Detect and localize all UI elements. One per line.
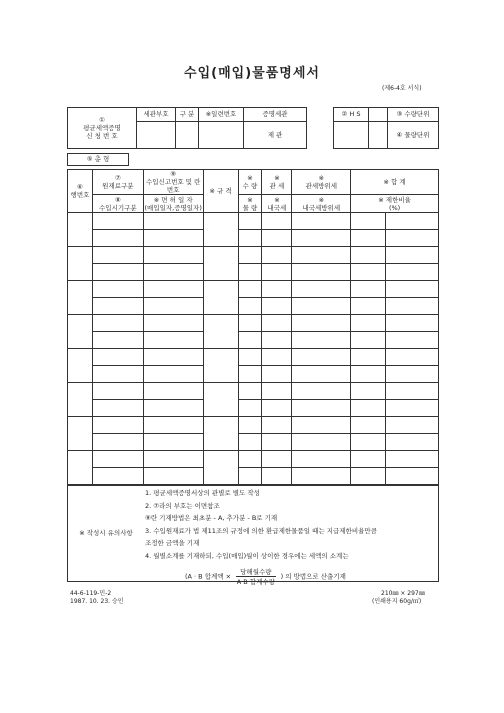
customs-code-header: 세관부호 (137, 108, 176, 122)
table-cell[interactable] (143, 332, 203, 349)
table-cell[interactable] (386, 434, 439, 451)
note-line-4: 3. 수입원재료가 법 제11조의 규정에 의한 환급제한물품일 때는 지급제한비율만큼 (145, 526, 377, 535)
table-cell[interactable] (292, 247, 351, 264)
table-cell[interactable] (143, 298, 203, 315)
table-cell[interactable] (351, 417, 386, 434)
spec-header: ※ 규 격 (203, 170, 238, 213)
table-cell[interactable] (68, 383, 93, 417)
table-cell[interactable] (238, 264, 262, 281)
table-cell[interactable] (68, 349, 93, 383)
table-cell[interactable] (386, 264, 439, 281)
table-cell[interactable] (238, 349, 262, 366)
table-cell[interactable] (351, 468, 386, 485)
table-cell[interactable] (351, 349, 386, 366)
table-cell[interactable] (92, 451, 143, 468)
table-cell[interactable] (386, 281, 439, 298)
items-table (67, 169, 439, 485)
table-cell[interactable] (143, 281, 203, 298)
table-cell[interactable] (292, 298, 351, 315)
table-cell[interactable] (351, 264, 386, 281)
table-cell[interactable] (143, 366, 203, 383)
table-row (68, 349, 439, 366)
table-cell[interactable] (92, 349, 143, 366)
footer-paper-weight: (인쇄용지 60g/㎡) (372, 598, 422, 605)
table-cell[interactable] (68, 417, 93, 451)
table-cell[interactable] (386, 383, 439, 400)
table-cell[interactable] (238, 400, 262, 417)
cert-office-header: 증명세관 (244, 108, 307, 122)
table-cell[interactable] (262, 247, 292, 264)
qty-unit-label: ③ 수량단위 (388, 108, 439, 122)
table-cell[interactable] (262, 383, 292, 400)
note-line-1: 1. 평균세액증명서상의 관별로 별도 작성 (145, 489, 260, 497)
table-cell[interactable] (386, 247, 439, 264)
table-cell[interactable] (351, 298, 386, 315)
table-cell[interactable] (143, 383, 203, 400)
table-cell[interactable] (262, 281, 292, 298)
hs-field-2[interactable] (334, 122, 369, 149)
table-cell[interactable] (351, 332, 386, 349)
table-cell[interactable] (351, 434, 386, 451)
tariff-header: ※ 관 세 (262, 170, 292, 195)
table-row (68, 332, 439, 349)
table-cell[interactable] (143, 315, 203, 332)
formula-denominator: A·B 합계수량 (236, 578, 275, 586)
division-header: 구 분 (176, 108, 199, 122)
table-cell[interactable] (92, 434, 143, 451)
material-type-header: ⑦ 원재료구분 (92, 170, 143, 195)
applicant-number-label: ① 평균세액증명 신 청 번 호 (68, 108, 137, 149)
hs-field-3[interactable] (369, 122, 388, 149)
table-cell[interactable] (292, 315, 351, 332)
table-cell[interactable] (143, 417, 203, 434)
table-cell[interactable] (262, 451, 292, 468)
table-cell[interactable] (92, 332, 143, 349)
table-cell[interactable] (351, 383, 386, 400)
table-cell[interactable] (203, 213, 238, 247)
table-cell[interactable] (238, 230, 262, 247)
table-cell[interactable] (143, 264, 203, 281)
table-cell[interactable] (351, 281, 386, 298)
table-cell[interactable] (238, 315, 262, 332)
table-cell[interactable] (92, 264, 143, 281)
import-period-header: ⑧ 수입시기구분 (92, 195, 143, 213)
table-cell[interactable] (92, 281, 143, 298)
table-cell[interactable] (238, 468, 262, 485)
table-cell[interactable] (262, 366, 292, 383)
table-cell[interactable] (203, 451, 238, 485)
table-cell[interactable] (262, 315, 292, 332)
table-cell[interactable] (386, 400, 439, 417)
table-cell[interactable] (238, 417, 262, 434)
domestic-tax-header: ※ 내국세 (262, 195, 292, 213)
table-cell[interactable] (238, 281, 262, 298)
license-date-header: ※ 면 허 일 자 (매입일자,증명일자) (144, 195, 202, 212)
table-row (68, 417, 439, 434)
formula: (A · B 합계액 × $\frac{\text{당해월수량}}{\text{A·B 합계수량}}$ ) 의 방법으로 산출기재 (185, 568, 346, 586)
form-code: (제6-4호 서식) (382, 85, 422, 92)
table-cell[interactable] (143, 247, 203, 264)
table-cell[interactable] (92, 315, 143, 332)
table-cell[interactable] (386, 298, 439, 315)
table-cell[interactable] (386, 417, 439, 434)
table-cell[interactable] (386, 213, 439, 230)
table-cell[interactable] (292, 400, 351, 417)
table-row (68, 451, 439, 468)
table-cell[interactable] (351, 400, 386, 417)
table-cell[interactable] (386, 451, 439, 468)
note-line-6: 4. 월별소계를 기재하되, 수입(매입)월이 상이한 경우에는 세액의 소계는 (145, 551, 349, 560)
table-cell[interactable] (203, 315, 238, 349)
table-cell[interactable] (143, 213, 203, 230)
table-cell[interactable] (238, 383, 262, 400)
table-cell[interactable] (238, 298, 262, 315)
table-cell[interactable] (262, 332, 292, 349)
table-cell[interactable] (292, 451, 351, 468)
applicant-table (67, 107, 307, 149)
hs-label: ② H S (334, 108, 369, 122)
table-cell[interactable] (262, 434, 292, 451)
table-row (68, 247, 439, 264)
customs-code-field[interactable] (137, 122, 176, 149)
table-cell[interactable] (92, 468, 143, 485)
table-row (68, 281, 439, 298)
hs-table (333, 107, 439, 149)
table-cell[interactable] (203, 417, 238, 451)
table-row (68, 468, 439, 485)
footer-approval: 1987. 10. 23. 승인 (70, 598, 124, 605)
table-cell[interactable] (203, 281, 238, 315)
table-cell[interactable] (92, 298, 143, 315)
hs-field[interactable] (369, 108, 388, 122)
table-cell[interactable] (203, 349, 238, 383)
customs-defense-tax-header: ※ 관세방위세 (292, 170, 351, 195)
table-row (68, 383, 439, 400)
table-cell[interactable] (143, 468, 203, 485)
table-cell[interactable] (68, 247, 93, 281)
table-cell[interactable] (292, 281, 351, 298)
table-cell[interactable] (262, 264, 292, 281)
table-row (68, 230, 439, 247)
table-cell[interactable] (262, 230, 292, 247)
table-cell[interactable] (203, 383, 238, 417)
table-row (68, 298, 439, 315)
table-cell[interactable] (386, 468, 439, 485)
table-cell[interactable] (262, 349, 292, 366)
total-label: ⑤ 총 형 (68, 154, 129, 166)
table-cell[interactable] (238, 434, 262, 451)
table-cell[interactable] (92, 400, 143, 417)
table-row (68, 264, 439, 281)
table-cell[interactable] (386, 315, 439, 332)
table-cell[interactable] (68, 315, 93, 349)
total-box (67, 153, 129, 166)
table-cell[interactable] (143, 451, 203, 468)
table-cell[interactable] (238, 247, 262, 264)
table-cell[interactable] (143, 400, 203, 417)
note-line-2: 2. ⑦라의 부호는 이면참조 (145, 501, 220, 510)
table-cell[interactable] (386, 349, 439, 366)
table-cell[interactable] (386, 366, 439, 383)
table-cell[interactable] (238, 332, 262, 349)
table-cell[interactable] (143, 434, 203, 451)
table-cell[interactable] (92, 366, 143, 383)
table-cell[interactable] (351, 366, 386, 383)
table-cell[interactable] (262, 417, 292, 434)
table-cell[interactable] (143, 349, 203, 366)
table-cell[interactable] (351, 230, 386, 247)
system-label: 제 관 (244, 122, 307, 149)
division-field[interactable] (176, 122, 199, 149)
domestic-defense-tax-header: ※ 내국세방위세 (292, 195, 351, 213)
table-cell[interactable] (92, 247, 143, 264)
table-cell[interactable] (238, 213, 262, 230)
table-cell[interactable] (351, 451, 386, 468)
table-cell[interactable] (292, 417, 351, 434)
table-cell[interactable] (292, 383, 351, 400)
formula-numerator: 당해월수량 (236, 567, 275, 577)
table-cell[interactable] (92, 383, 143, 400)
table-cell[interactable] (68, 213, 93, 247)
notes-list (145, 487, 377, 563)
table-cell[interactable] (292, 264, 351, 281)
serial-header: ※일련번호 (199, 108, 244, 122)
table-cell[interactable] (292, 434, 351, 451)
table-cell[interactable] (92, 417, 143, 434)
sum-header: ※ 합 계 (351, 170, 439, 195)
footer-code: 44-6-119-민-2 (70, 590, 112, 597)
table-cell[interactable] (292, 332, 351, 349)
table-cell[interactable] (68, 281, 93, 315)
note-line-3: ⑨란 기재방법은 최초분 - A, 추가분 - B로 기재 (145, 514, 278, 523)
weight-unit-label: ④ 물량단위 (388, 122, 439, 149)
table-cell[interactable] (262, 400, 292, 417)
limit-ratio-header: ※ 제한비율 (%) (351, 195, 439, 213)
table-cell[interactable] (292, 213, 351, 230)
table-cell[interactable] (92, 213, 143, 230)
form-title: 수입(매입)물품명세서 (184, 66, 320, 81)
table-cell[interactable] (351, 315, 386, 332)
table-cell[interactable] (292, 349, 351, 366)
table-cell[interactable] (262, 298, 292, 315)
table-cell[interactable] (143, 230, 203, 247)
table-cell[interactable] (292, 230, 351, 247)
table-cell[interactable] (92, 230, 143, 247)
table-row (68, 366, 439, 383)
serial-field[interactable] (199, 122, 244, 149)
table-cell[interactable] (292, 468, 351, 485)
row-number-header: ⑥ 행번호 (68, 170, 93, 213)
import-declaration-header: ⑨ 수입신고번호 및 란번호 (143, 170, 203, 195)
notes-label: ※ 작성시 유의사항 (68, 486, 145, 582)
table-cell[interactable] (386, 332, 439, 349)
table-cell[interactable] (238, 451, 262, 468)
table-row (68, 315, 439, 332)
table-cell[interactable] (238, 366, 262, 383)
footer-paper-size: 210㎜ × 297㎜ (381, 590, 425, 597)
table-cell[interactable] (68, 451, 93, 485)
table-cell[interactable] (262, 468, 292, 485)
table-row (68, 213, 439, 230)
table-cell[interactable] (203, 247, 238, 281)
table-cell[interactable] (351, 213, 386, 230)
table-row (68, 434, 439, 451)
table-cell[interactable] (262, 213, 292, 230)
table-cell[interactable] (292, 366, 351, 383)
note-line-5: 조정한 금액을 기재 (145, 539, 200, 548)
table-row (68, 400, 439, 417)
table-cell[interactable] (386, 230, 439, 247)
table-cell[interactable] (351, 247, 386, 264)
weight-header: ※ 물 량 (238, 195, 262, 213)
quantity-header: ※ 수 량 (238, 170, 262, 195)
